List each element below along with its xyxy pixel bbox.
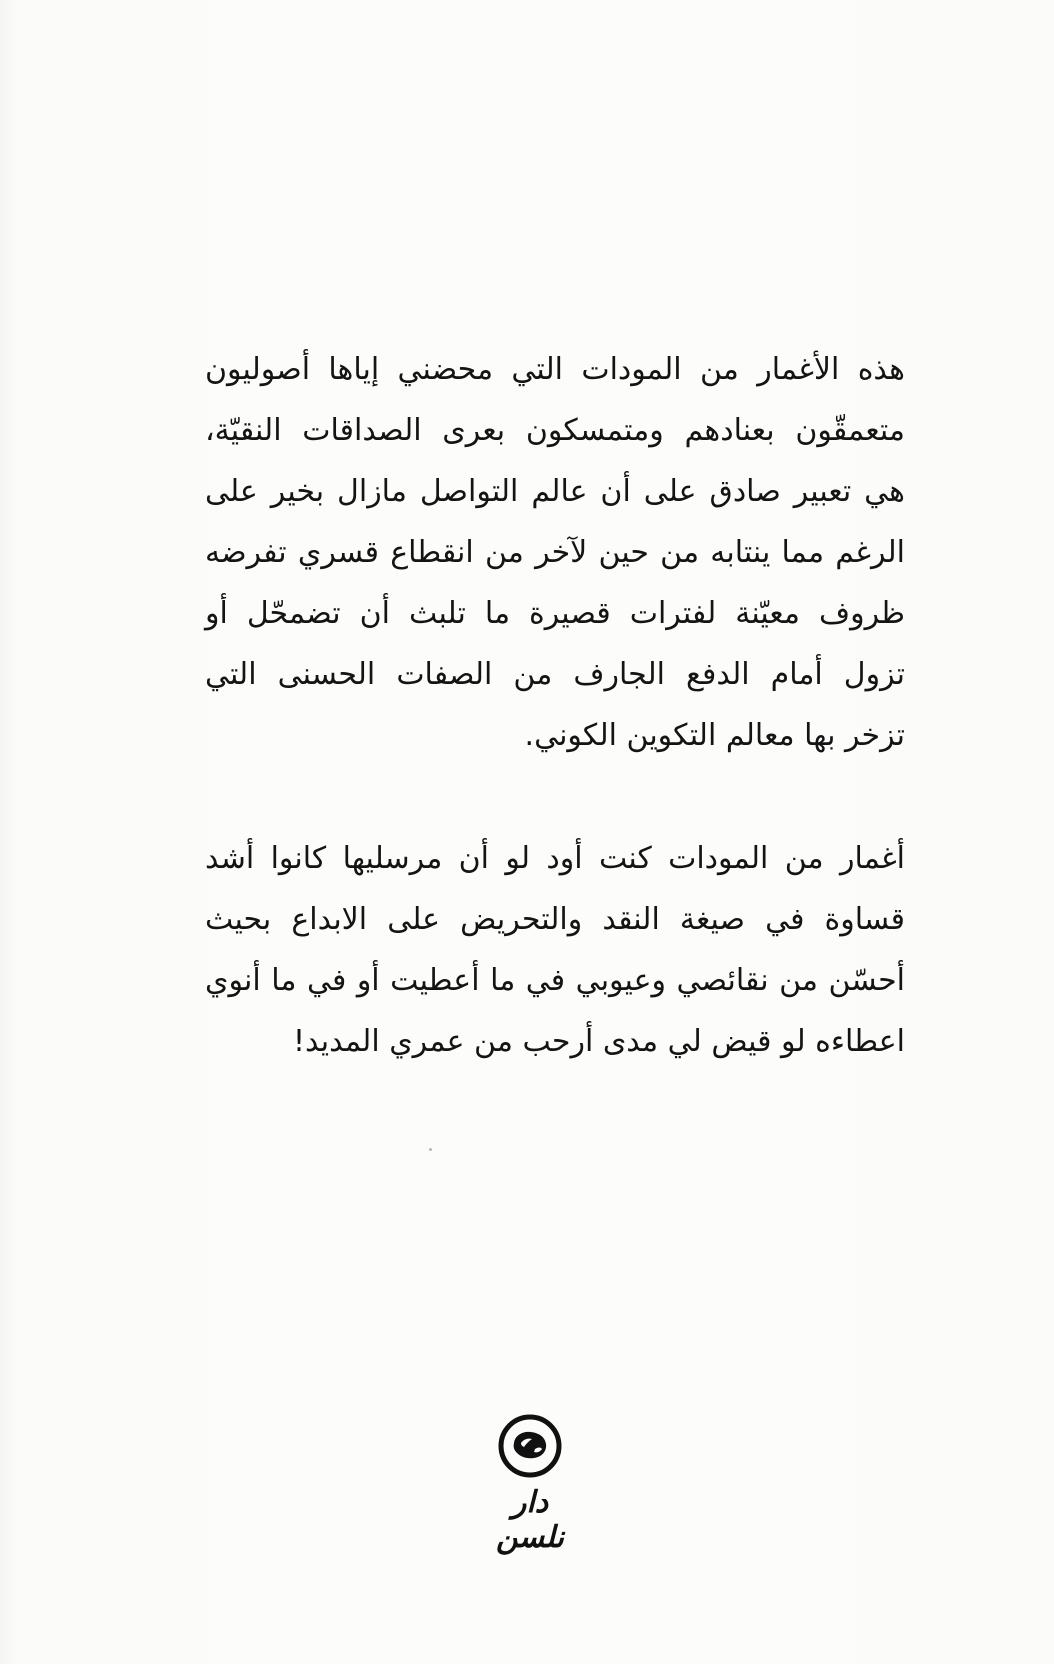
paper-speck bbox=[429, 1148, 432, 1151]
text-line: تزول أمام الدفع الجارف من الصفات الحسنى التي bbox=[205, 657, 905, 692]
text-line: هي تعبير صادق على أن عالم التواصل مازال بخير على bbox=[205, 474, 905, 509]
text-line: اعطاءه لو قيض لي مدى أرحب من عمري المديد! bbox=[292, 1024, 905, 1059]
text-line: متعمقّون بعنادهم ومتمسكون بعرى الصداقات النقيّة، bbox=[205, 413, 905, 448]
text-line: ظروف معيّنة لفترات قصيرة ما تلبث أن تضمحّل أو bbox=[205, 596, 905, 631]
text-line: أغمار من المودات كنت أود لو أن مرسليها كانوا أشد bbox=[205, 841, 905, 876]
text-line: أحسّن من نقائصي وعيوبي في ما أعطيت أو في ما أنوي bbox=[205, 963, 905, 998]
publisher-emblem-icon bbox=[497, 1413, 563, 1479]
publisher-logo bbox=[475, 1413, 585, 1553]
text-line: الرغم مما ينتابه من حين لآخر من انقطاع قسري تفرضه bbox=[205, 535, 905, 570]
paragraph-2 bbox=[205, 828, 905, 1072]
text-line: هذه الأغمار من المودات التي محضني إياها أصوليون bbox=[205, 352, 905, 387]
paragraph-1 bbox=[205, 339, 905, 766]
text-line: تزخر بها معالم التكوين الكوني. bbox=[524, 718, 905, 753]
publisher-name: دار نلسن bbox=[496, 1485, 564, 1555]
text-line: قساوة في صيغة النقد والتحريض على الابداع بحيث bbox=[205, 902, 905, 937]
